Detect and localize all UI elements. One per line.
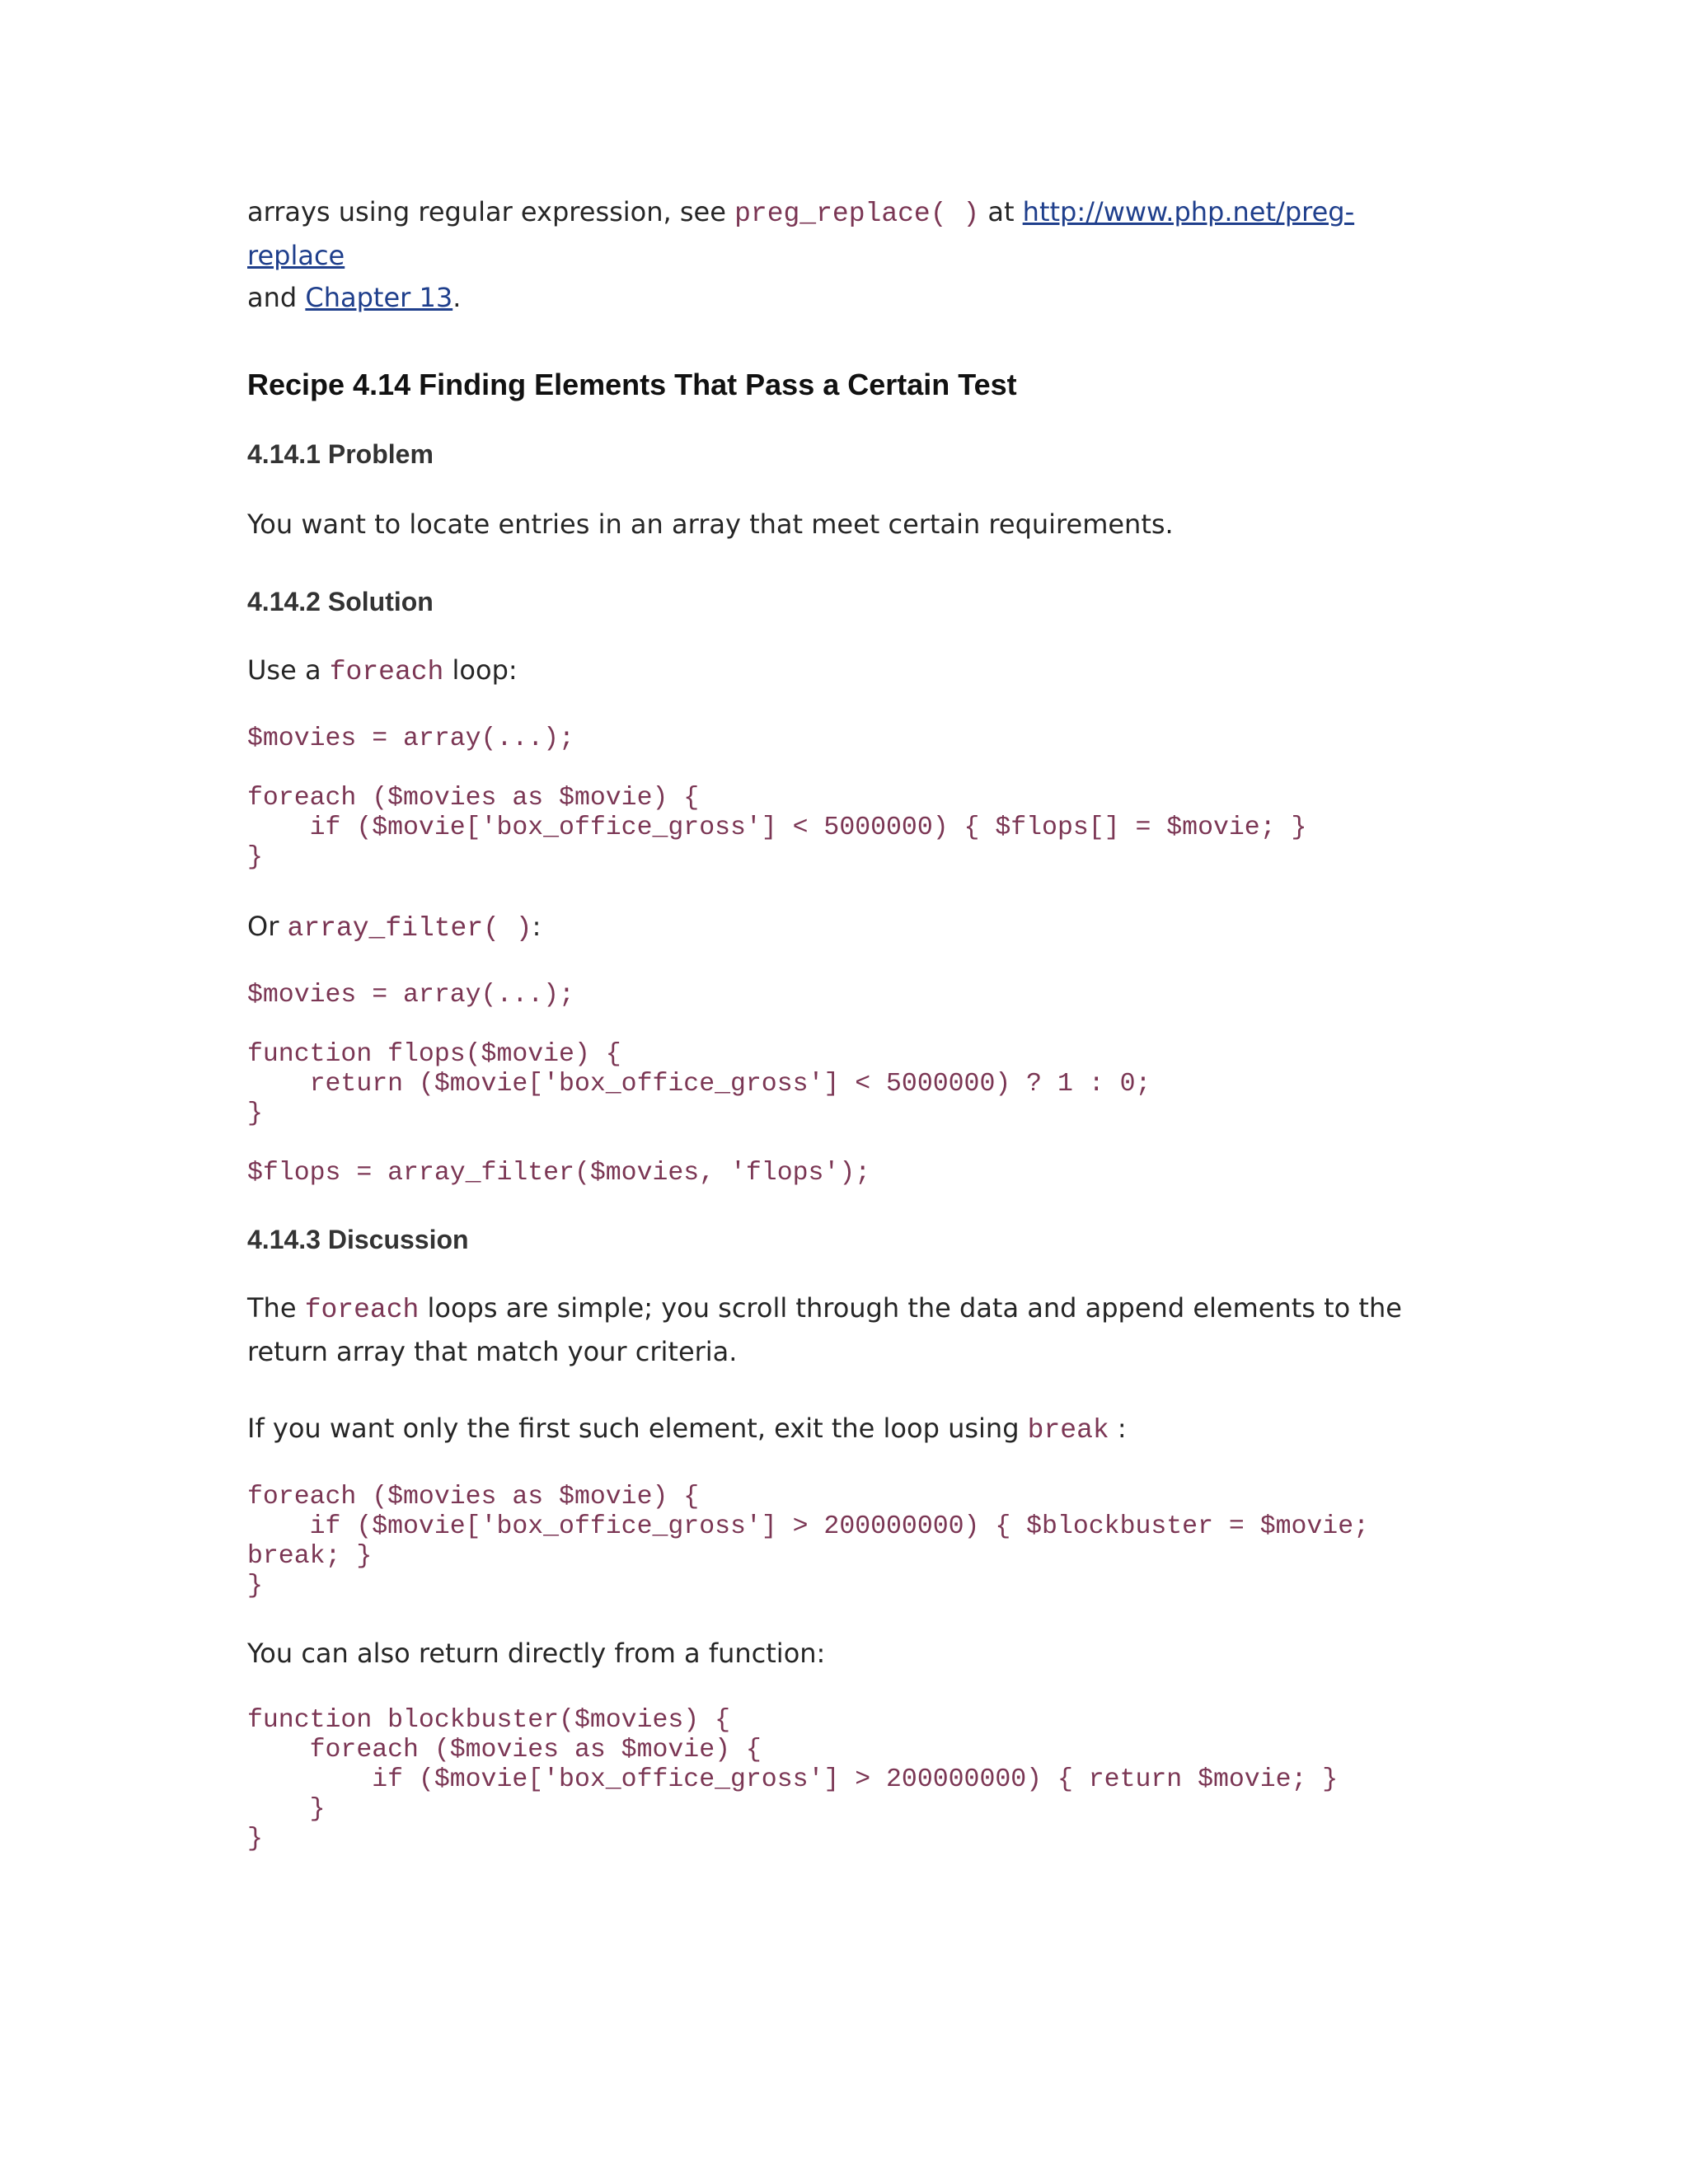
foreach-code-block: $movies = array(...); foreach ($movies as $movie) { if ($movie['box_office_gross'] < 5000000) { $flops[] = $movie; } } [247, 724, 1307, 872]
problem-text: You want to locate entries in an array that meet certain requirements. [247, 509, 1174, 540]
discussion-heading: 4.14.3 Discussion [247, 1225, 469, 1254]
array-filter-code-block: $movies = array(...); function flops($movie) { return ($movie['box_office_gross'] < 5000000) ? 1 : 0; } $flops = array_filter($movies, 'flops'); [247, 981, 1151, 1188]
or-text: Or [247, 911, 288, 942]
preg-replace-code: preg_replace( ) [734, 199, 980, 229]
discussion-paragraph-1 [247, 1287, 1451, 1373]
intro-paragraph [247, 191, 1451, 319]
discussion-p1-rest: loops are simple; you scroll through the data and append elements to the return array that match your criteria. [247, 1292, 1402, 1367]
document-page [247, 191, 1451, 1854]
break-colon: : [1109, 1413, 1127, 1444]
or-array-filter [247, 906, 1451, 949]
blockbuster-code-block: function blockbuster($movies) { foreach ($movies as $movie) { if ($movie['box_office_gross'] > 200000000) { return $movie; } } } [247, 1706, 1339, 1854]
problem-heading: 4.14.1 Problem [247, 439, 434, 469]
solution-heading: 4.14.2 Solution [247, 587, 434, 616]
foreach-inline-code: foreach [304, 1295, 420, 1325]
foreach-code: foreach [329, 657, 444, 687]
use-a-text: Use a [247, 654, 330, 686]
discussion-paragraph-3: You can also return directly from a function: [247, 1638, 826, 1669]
chapter-13-link[interactable]: Chapter 13 [305, 282, 453, 313]
solution-intro [247, 649, 1451, 693]
intro-and: and [247, 282, 306, 313]
intro-period: . [452, 282, 462, 313]
intro-text: arrays using regular expression, see [247, 196, 735, 227]
intro-at: at [979, 196, 1023, 227]
array-filter-code: array_filter( ) [287, 913, 532, 944]
break-code: break [1027, 1415, 1109, 1446]
loop-text: loop: [443, 654, 518, 686]
the-text: The [247, 1292, 305, 1324]
break-code-block: foreach ($movies as $movie) { if ($movie['box_office_gross'] > 200000000) { $blockbuster = $movie; break; } } [247, 1483, 1370, 1601]
recipe-title: Recipe 4.14 Finding Elements That Pass a Certain Test [247, 368, 1017, 401]
discussion-paragraph-2 [247, 1408, 1451, 1451]
first-element-text: If you want only the first such element, exit the loop using [247, 1413, 1028, 1444]
php-net-link[interactable]: http://www.php.net/preg-replace [247, 196, 1355, 271]
or-colon: : [532, 911, 542, 942]
